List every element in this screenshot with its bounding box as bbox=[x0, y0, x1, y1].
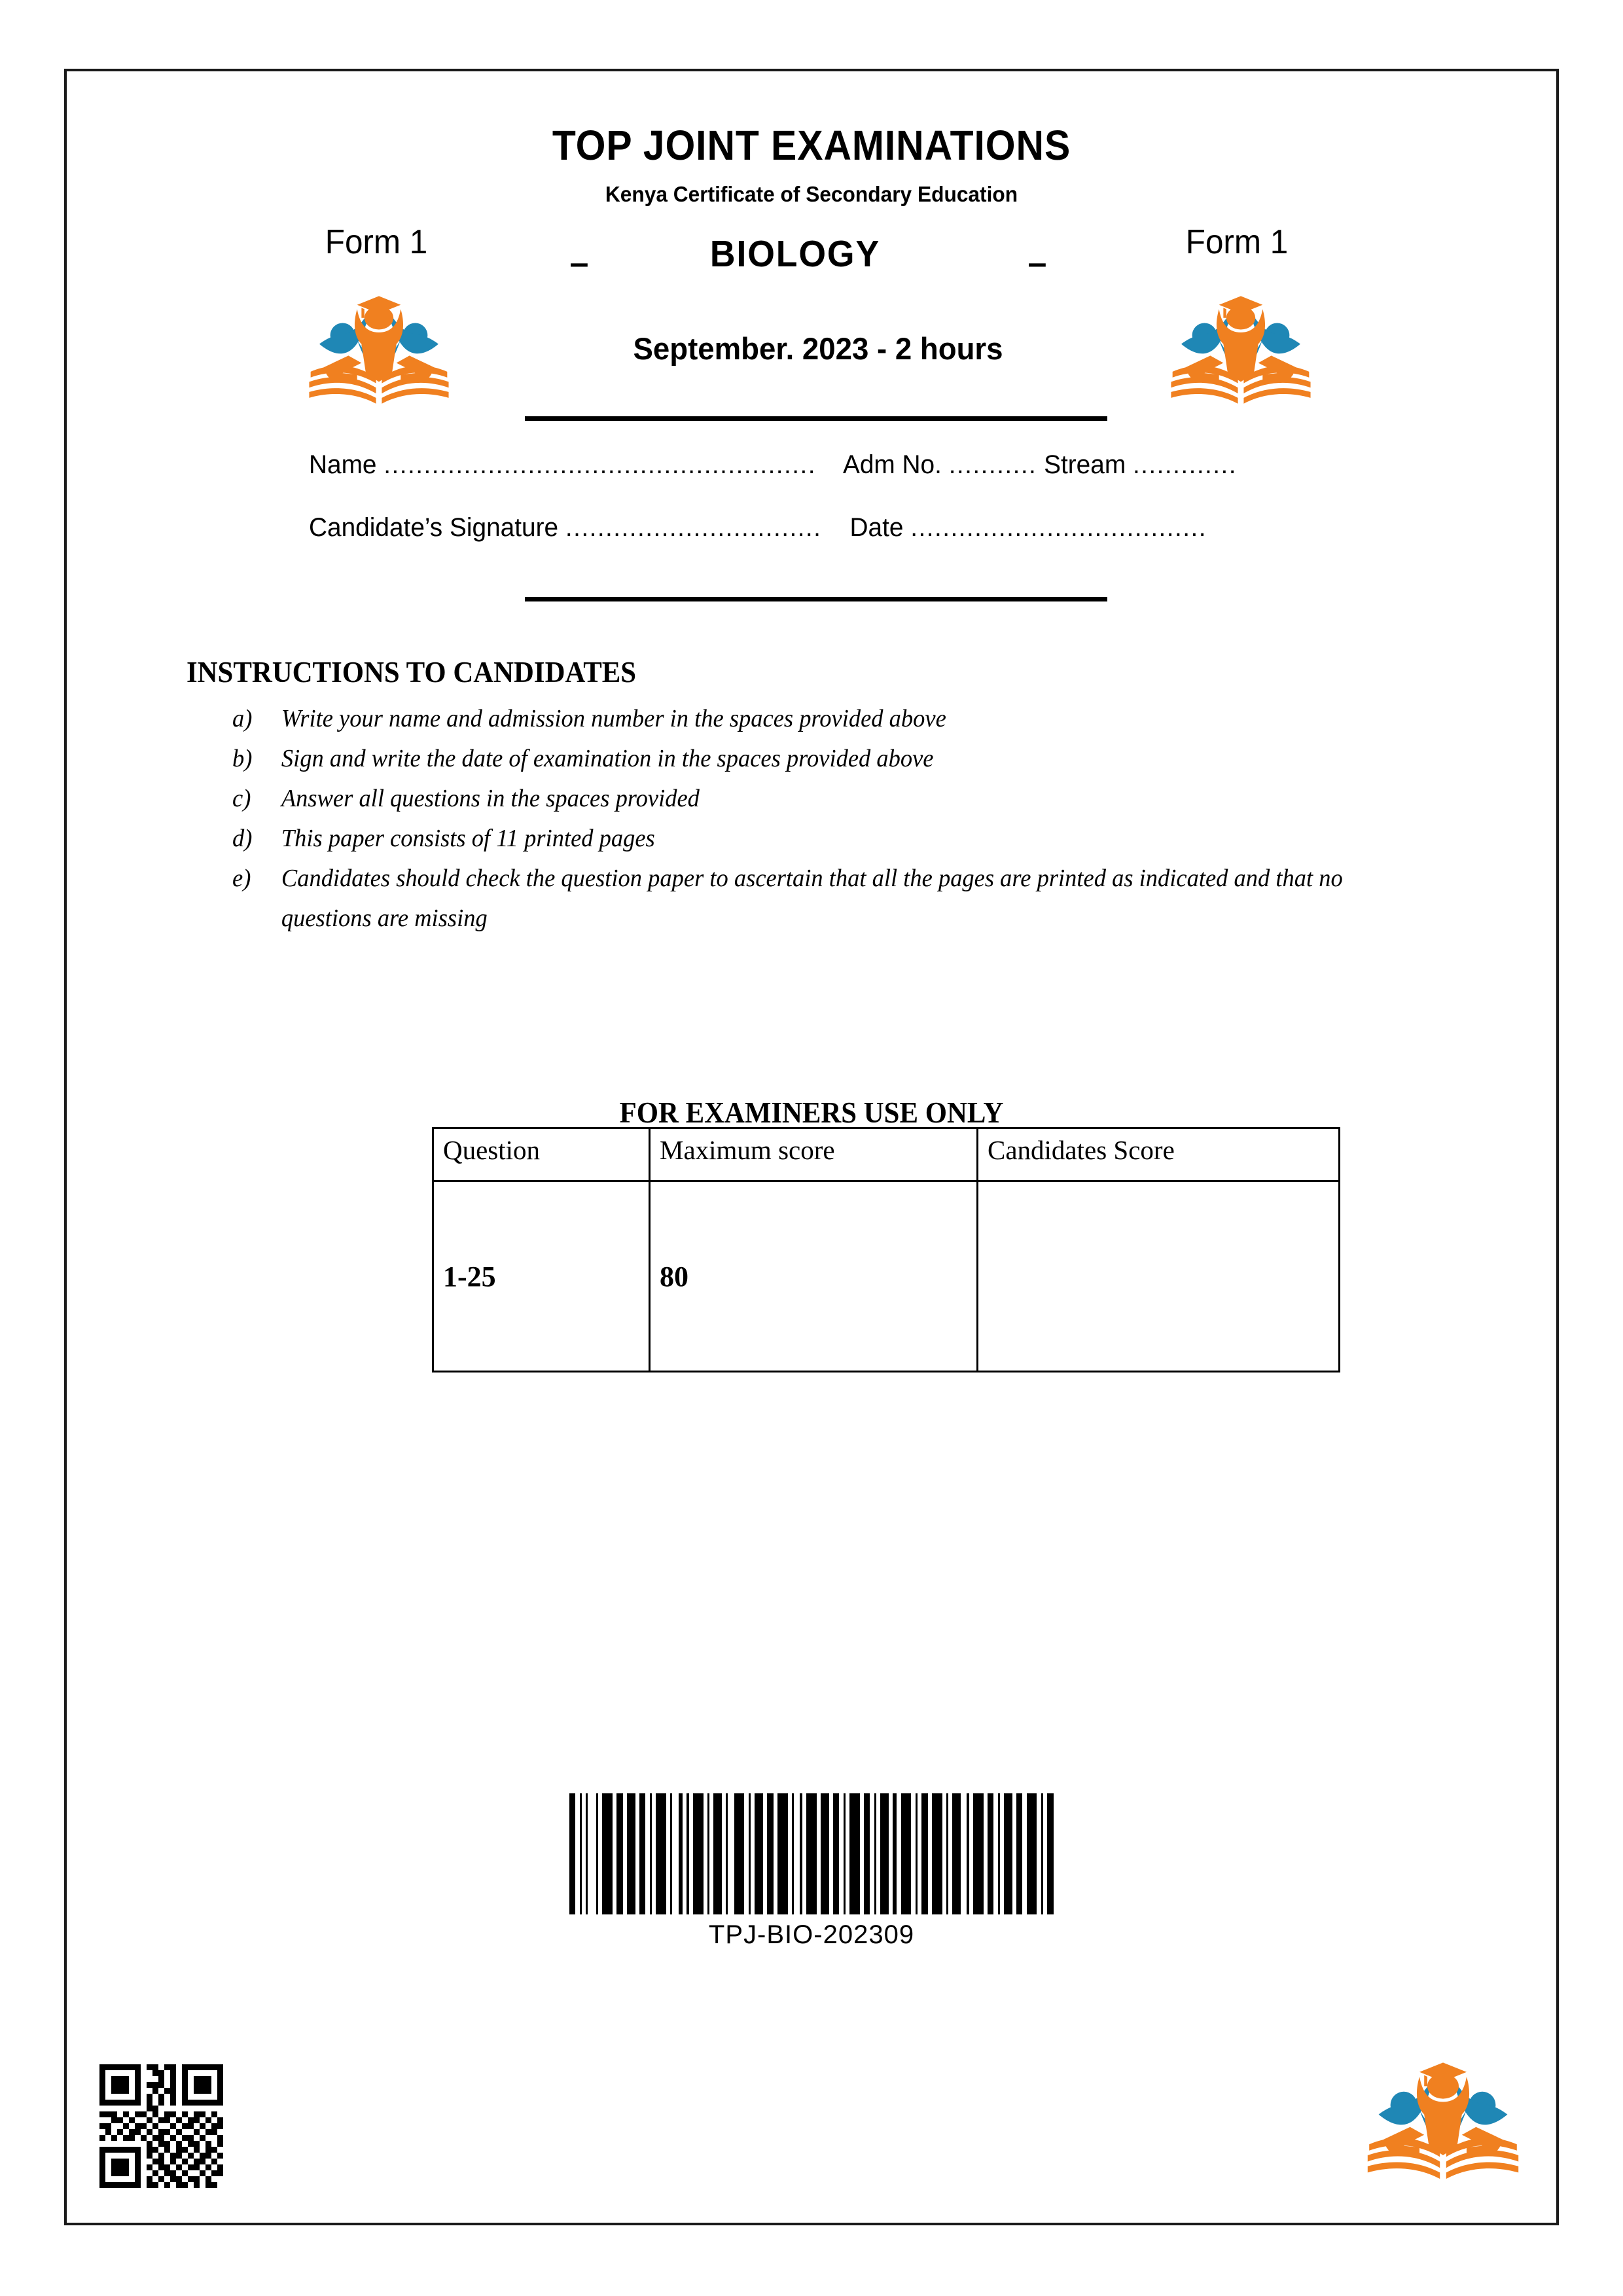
institution-logo-right bbox=[1168, 280, 1313, 411]
barcode-bar bbox=[616, 1793, 622, 1914]
barcode-bar bbox=[821, 1793, 829, 1914]
barcode-bar bbox=[755, 1793, 763, 1914]
barcode-bar bbox=[932, 1793, 942, 1914]
instruction-item bbox=[232, 859, 1401, 939]
subject-title: BIOLOGY bbox=[709, 233, 881, 275]
name-label: Name bbox=[309, 450, 377, 479]
date-field[interactable]: ..................................... bbox=[910, 513, 1207, 542]
name-field[interactable]: ...................................................... bbox=[383, 450, 816, 479]
header-rule-top bbox=[525, 416, 1107, 421]
barcode-bar bbox=[672, 1793, 678, 1914]
logo-orange-graduate bbox=[355, 296, 403, 382]
column-header-maximum-score: Maximum score bbox=[650, 1128, 978, 1181]
barcode-bar bbox=[794, 1793, 800, 1914]
barcode-bars bbox=[569, 1793, 1054, 1914]
form-level-left: Form 1 bbox=[325, 223, 428, 261]
barcode-bar bbox=[901, 1793, 912, 1914]
institution-logo-left bbox=[306, 280, 452, 411]
barcode-bar bbox=[973, 1793, 984, 1914]
organization-title: TOP JOINT EXAMINATIONS bbox=[552, 122, 1071, 169]
barcode-bar bbox=[952, 1793, 961, 1914]
barcode-bar bbox=[864, 1793, 870, 1914]
instruction-text: Sign and write the date of examination in the spaces provided above bbox=[281, 745, 934, 772]
barcode-bar bbox=[627, 1793, 635, 1914]
examiners-section-title: FOR EXAMINERS USE ONLY bbox=[619, 1096, 1004, 1129]
barcode-bar bbox=[833, 1793, 839, 1914]
barcode-bar bbox=[693, 1793, 704, 1914]
barcode-bar bbox=[880, 1793, 889, 1914]
signature-label: Candidate’s Signature bbox=[309, 513, 559, 542]
barcode-bar bbox=[656, 1793, 666, 1914]
column-header-question: Question bbox=[433, 1128, 650, 1181]
stream-field[interactable]: ............. bbox=[1132, 450, 1238, 479]
instruction-marker: d) bbox=[232, 825, 253, 852]
barcode-label: TPJ-BIO-202309 bbox=[708, 1920, 915, 1949]
instruction-item bbox=[232, 739, 1401, 779]
cell-maximum-score: 80 bbox=[650, 1181, 978, 1372]
barcode-bar bbox=[767, 1793, 773, 1914]
barcode-bar bbox=[921, 1793, 927, 1914]
form-level-right: Form 1 bbox=[1185, 223, 1289, 261]
signature-field[interactable]: ................................ bbox=[565, 513, 822, 542]
instruction-marker: c) bbox=[232, 785, 251, 812]
barcode-bar bbox=[602, 1793, 613, 1914]
barcode-bar bbox=[713, 1793, 722, 1914]
barcode-bar bbox=[1047, 1793, 1053, 1914]
instruction-text: Answer all questions in the spaces provided bbox=[281, 785, 700, 812]
instruction-item bbox=[232, 819, 1401, 859]
stream-label: Stream bbox=[1044, 450, 1126, 479]
barcode-block bbox=[569, 1793, 1054, 1950]
barcode-bar bbox=[806, 1793, 817, 1914]
table-row bbox=[433, 1181, 1340, 1372]
exam-session: September. 2023 - 2 hours bbox=[633, 331, 1003, 366]
instruction-text: Candidates should check the question paper to ascertain that all the pages are printed as indicated and that no questions are missing bbox=[281, 865, 1343, 932]
barcode-bar bbox=[849, 1793, 860, 1914]
qr-code bbox=[99, 2064, 223, 2188]
dash-separator-left: – bbox=[569, 244, 589, 282]
dash-separator-right: – bbox=[1027, 244, 1047, 282]
barcode-bar bbox=[777, 1793, 788, 1914]
instruction-marker: a) bbox=[232, 705, 253, 732]
barcode-bar bbox=[1027, 1793, 1037, 1914]
instruction-marker: b) bbox=[232, 745, 253, 772]
instruction-text: This paper consists of 11 printed pages bbox=[281, 825, 655, 852]
barcode-bar bbox=[588, 1793, 596, 1914]
instruction-item bbox=[232, 779, 1401, 819]
barcode-bar bbox=[988, 1793, 993, 1914]
instruction-item bbox=[232, 699, 1401, 739]
instruction-marker: e) bbox=[232, 865, 251, 892]
instructions-heading: INSTRUCTIONS TO CANDIDATES bbox=[187, 655, 637, 689]
column-header-candidates-score: Candidates Score bbox=[978, 1128, 1340, 1181]
instruction-text: Write your name and admission number in the spaces provided above bbox=[281, 705, 946, 732]
cell-question-range: 1-25 bbox=[433, 1181, 650, 1372]
barcode-bar bbox=[639, 1793, 645, 1914]
table-header-row bbox=[433, 1128, 1340, 1181]
barcode-bar bbox=[569, 1793, 575, 1914]
examiners-score-table bbox=[432, 1127, 1340, 1372]
barcode-bar bbox=[734, 1793, 745, 1914]
adm-no-field[interactable]: ........... bbox=[948, 450, 1037, 479]
barcode-bar bbox=[1004, 1793, 1012, 1914]
barcode-bar bbox=[961, 1793, 967, 1914]
exam-subtitle: Kenya Certificate of Secondary Education bbox=[605, 182, 1018, 206]
institution-logo-footer bbox=[1364, 2045, 1522, 2187]
candidate-name-row bbox=[309, 450, 1388, 480]
date-label: Date bbox=[849, 513, 904, 542]
adm-no-label: Adm No. bbox=[842, 450, 942, 479]
barcode-bar bbox=[1016, 1793, 1022, 1914]
header-rule-bottom bbox=[525, 597, 1107, 601]
barcode-bar bbox=[728, 1793, 734, 1914]
instructions-list bbox=[232, 699, 1450, 939]
candidate-signature-row bbox=[309, 513, 1388, 543]
cell-candidates-score[interactable] bbox=[978, 1181, 1340, 1372]
